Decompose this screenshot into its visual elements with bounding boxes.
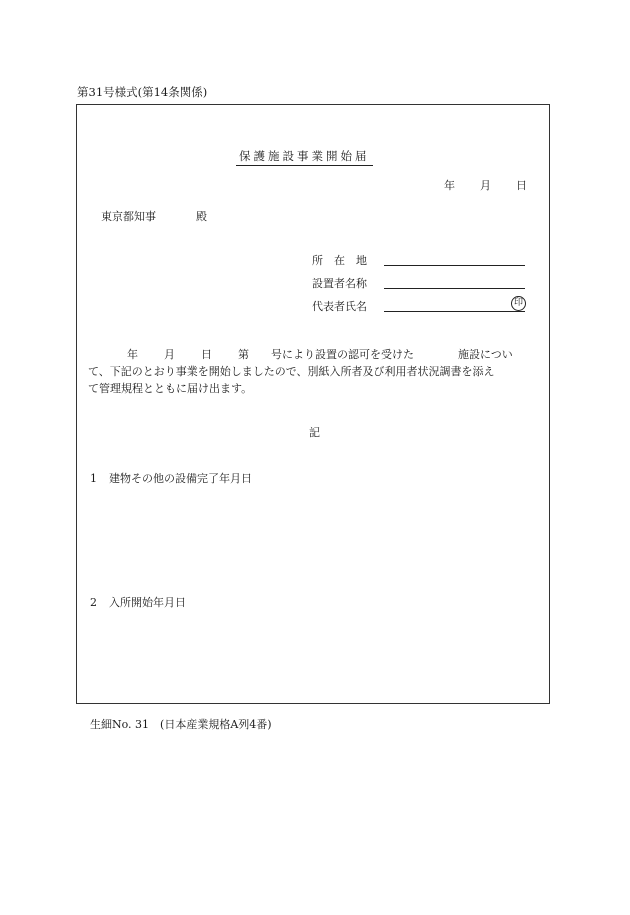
seal-icon: 印 xyxy=(511,296,526,311)
body-go: 号により設置の認可を受けた xyxy=(271,348,414,361)
body-facility: 施設につい xyxy=(458,348,513,361)
founder-name-label: 設置者名称 xyxy=(312,277,367,290)
form-number: 第31号様式(第14条関係) xyxy=(77,85,208,99)
founder-name-field[interactable] xyxy=(384,288,525,289)
addressee-name: 東京都知事 xyxy=(101,210,156,223)
representative-label: 代表者氏名 xyxy=(312,300,367,313)
ki-heading: 記 xyxy=(309,426,320,439)
body-line-3: て管理規程とともに届け出ます。 xyxy=(88,382,253,395)
item-1-number: 1 xyxy=(90,472,97,485)
footer-note: 生細No. 31 (日本産業規格A列4番) xyxy=(90,718,272,731)
date-year: 年 xyxy=(444,179,455,192)
form-title: 保護施設事業開始届 xyxy=(236,148,373,166)
location-label: 所 在 地 xyxy=(312,254,367,267)
date-month: 月 xyxy=(480,179,491,192)
body-dai: 第 xyxy=(238,348,249,361)
body-month: 月 xyxy=(164,348,175,361)
item-2-number: 2 xyxy=(90,596,97,609)
item-1-text: 建物その他の設備完了年月日 xyxy=(109,472,252,485)
item-2 xyxy=(90,594,186,610)
date-day: 日 xyxy=(516,179,527,192)
item-2-text: 入所開始年月日 xyxy=(109,596,186,609)
date-line xyxy=(444,177,527,193)
addressee xyxy=(101,208,207,224)
addressee-honorific: 殿 xyxy=(196,210,207,223)
item-1 xyxy=(90,470,252,486)
body-line-1 xyxy=(127,346,513,362)
body-year: 年 xyxy=(127,348,138,361)
representative-field[interactable] xyxy=(384,311,525,312)
location-field[interactable] xyxy=(384,265,525,266)
body-line-2: て、下記のとおり事業を開始しましたので、別紙入所者及び利用者状況調書を添え xyxy=(88,365,495,378)
form-frame xyxy=(76,104,550,704)
body-day: 日 xyxy=(201,348,212,361)
